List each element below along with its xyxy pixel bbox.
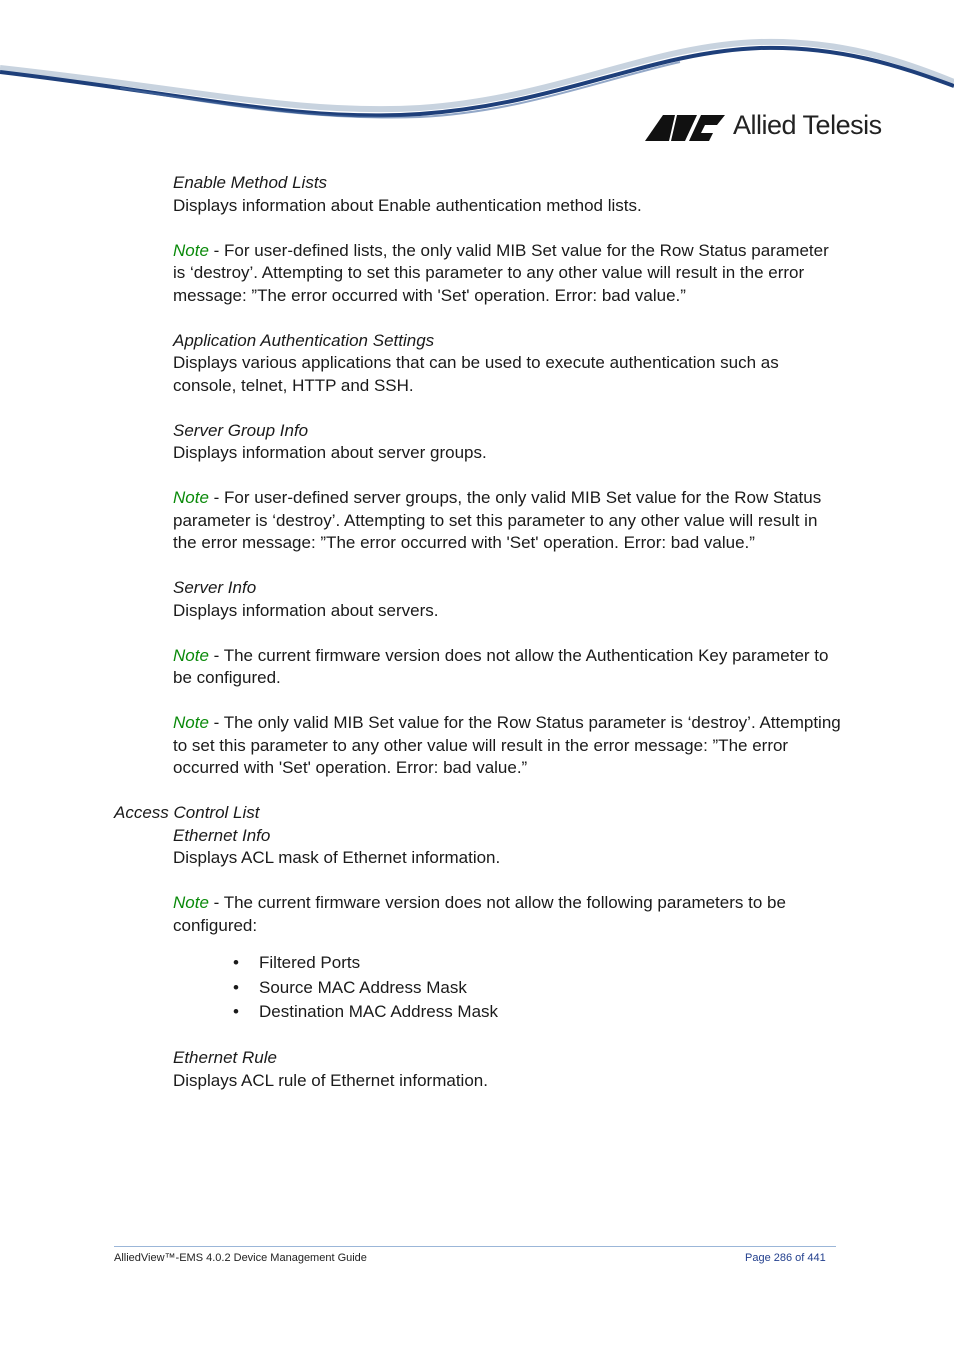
note-text: - For user-defined server groups, the only valid MIB Set value for the Row Status parameter is ‘destroy’. Attempting to set this parameter to any other value will result in the error message: ”The error occurred with 'Set' operation. Error: bad value.” bbox=[173, 488, 822, 552]
heading-app-auth-settings: Application Authentication Settings bbox=[173, 330, 435, 350]
text-enable-method-lists: Displays information about Enable authentication method lists. bbox=[173, 195, 642, 215]
note-label: Note bbox=[173, 488, 209, 507]
text-app-auth-settings: Displays various applications that can be used to execute authentication such as console, telnet, HTTP and SSH. bbox=[173, 353, 779, 395]
brand-name: Allied Telesis bbox=[733, 110, 882, 140]
note-server-info-1 bbox=[173, 645, 843, 690]
list-item: • Filtered Ports bbox=[259, 951, 843, 976]
heading-ethernet-rule: Ethernet Rule bbox=[173, 1048, 277, 1067]
section-access-control-list: Access Control List bbox=[114, 803, 260, 822]
brand-logo bbox=[645, 112, 905, 144]
list-item: • Destination MAC Address Mask bbox=[259, 1000, 843, 1025]
note-text: - For user-defined lists, the only valid MIB Set value for the Row Status parameter is ‘destroy’. Attempting to set this parameter to any other value will result in the error message: ”The error occurred with 'Set' operation. Error: bad value.” bbox=[173, 240, 829, 305]
note-label: Note bbox=[173, 893, 209, 912]
note-ethernet-info bbox=[173, 892, 843, 937]
footer-doc-title: AlliedView™-EMS 4.0.2 Device Management Guide bbox=[114, 1252, 367, 1264]
text-server-info: Displays information about servers. bbox=[173, 600, 439, 620]
footer-page-number: Page 286 of 441 bbox=[745, 1252, 826, 1264]
note-enable-method-lists bbox=[173, 240, 843, 308]
footer-divider bbox=[114, 1246, 836, 1247]
note-text: - The only valid MIB Set value for the Row Status parameter is ‘destroy’. Attempting to set this parameter to any other value will result in the error message: ”The error occurred with 'Set' operation. Error: bad value.” bbox=[173, 713, 841, 777]
text-ethernet-rule: Displays ACL rule of Ethernet information. bbox=[173, 1070, 488, 1090]
note-text: - The current firmware version does not allow the Authentication Key parameter to be configured. bbox=[173, 645, 829, 687]
heading-enable-method-lists: Enable Method Lists bbox=[173, 173, 328, 192]
allied-telesis-logo-icon bbox=[645, 115, 725, 141]
note-label: Note bbox=[173, 645, 209, 665]
list-item: • Source MAC Address Mask bbox=[259, 976, 843, 1001]
page-body bbox=[114, 172, 843, 1092]
note-server-group-info bbox=[173, 487, 843, 555]
note-server-info-2 bbox=[173, 712, 843, 780]
note-label: Note bbox=[173, 240, 209, 260]
parameter-list bbox=[173, 951, 843, 1025]
note-text: - The current firmware version does not allow the following parameters to be configured: bbox=[173, 893, 786, 935]
heading-server-info: Server Info bbox=[173, 578, 257, 597]
heading-ethernet-info: Ethernet Info bbox=[173, 825, 271, 845]
note-label: Note bbox=[173, 713, 209, 732]
text-server-group-info: Displays information about server groups. bbox=[173, 443, 487, 462]
heading-server-group-info: Server Group Info bbox=[173, 420, 309, 440]
text-ethernet-info: Displays ACL mask of Ethernet information. bbox=[173, 848, 501, 867]
